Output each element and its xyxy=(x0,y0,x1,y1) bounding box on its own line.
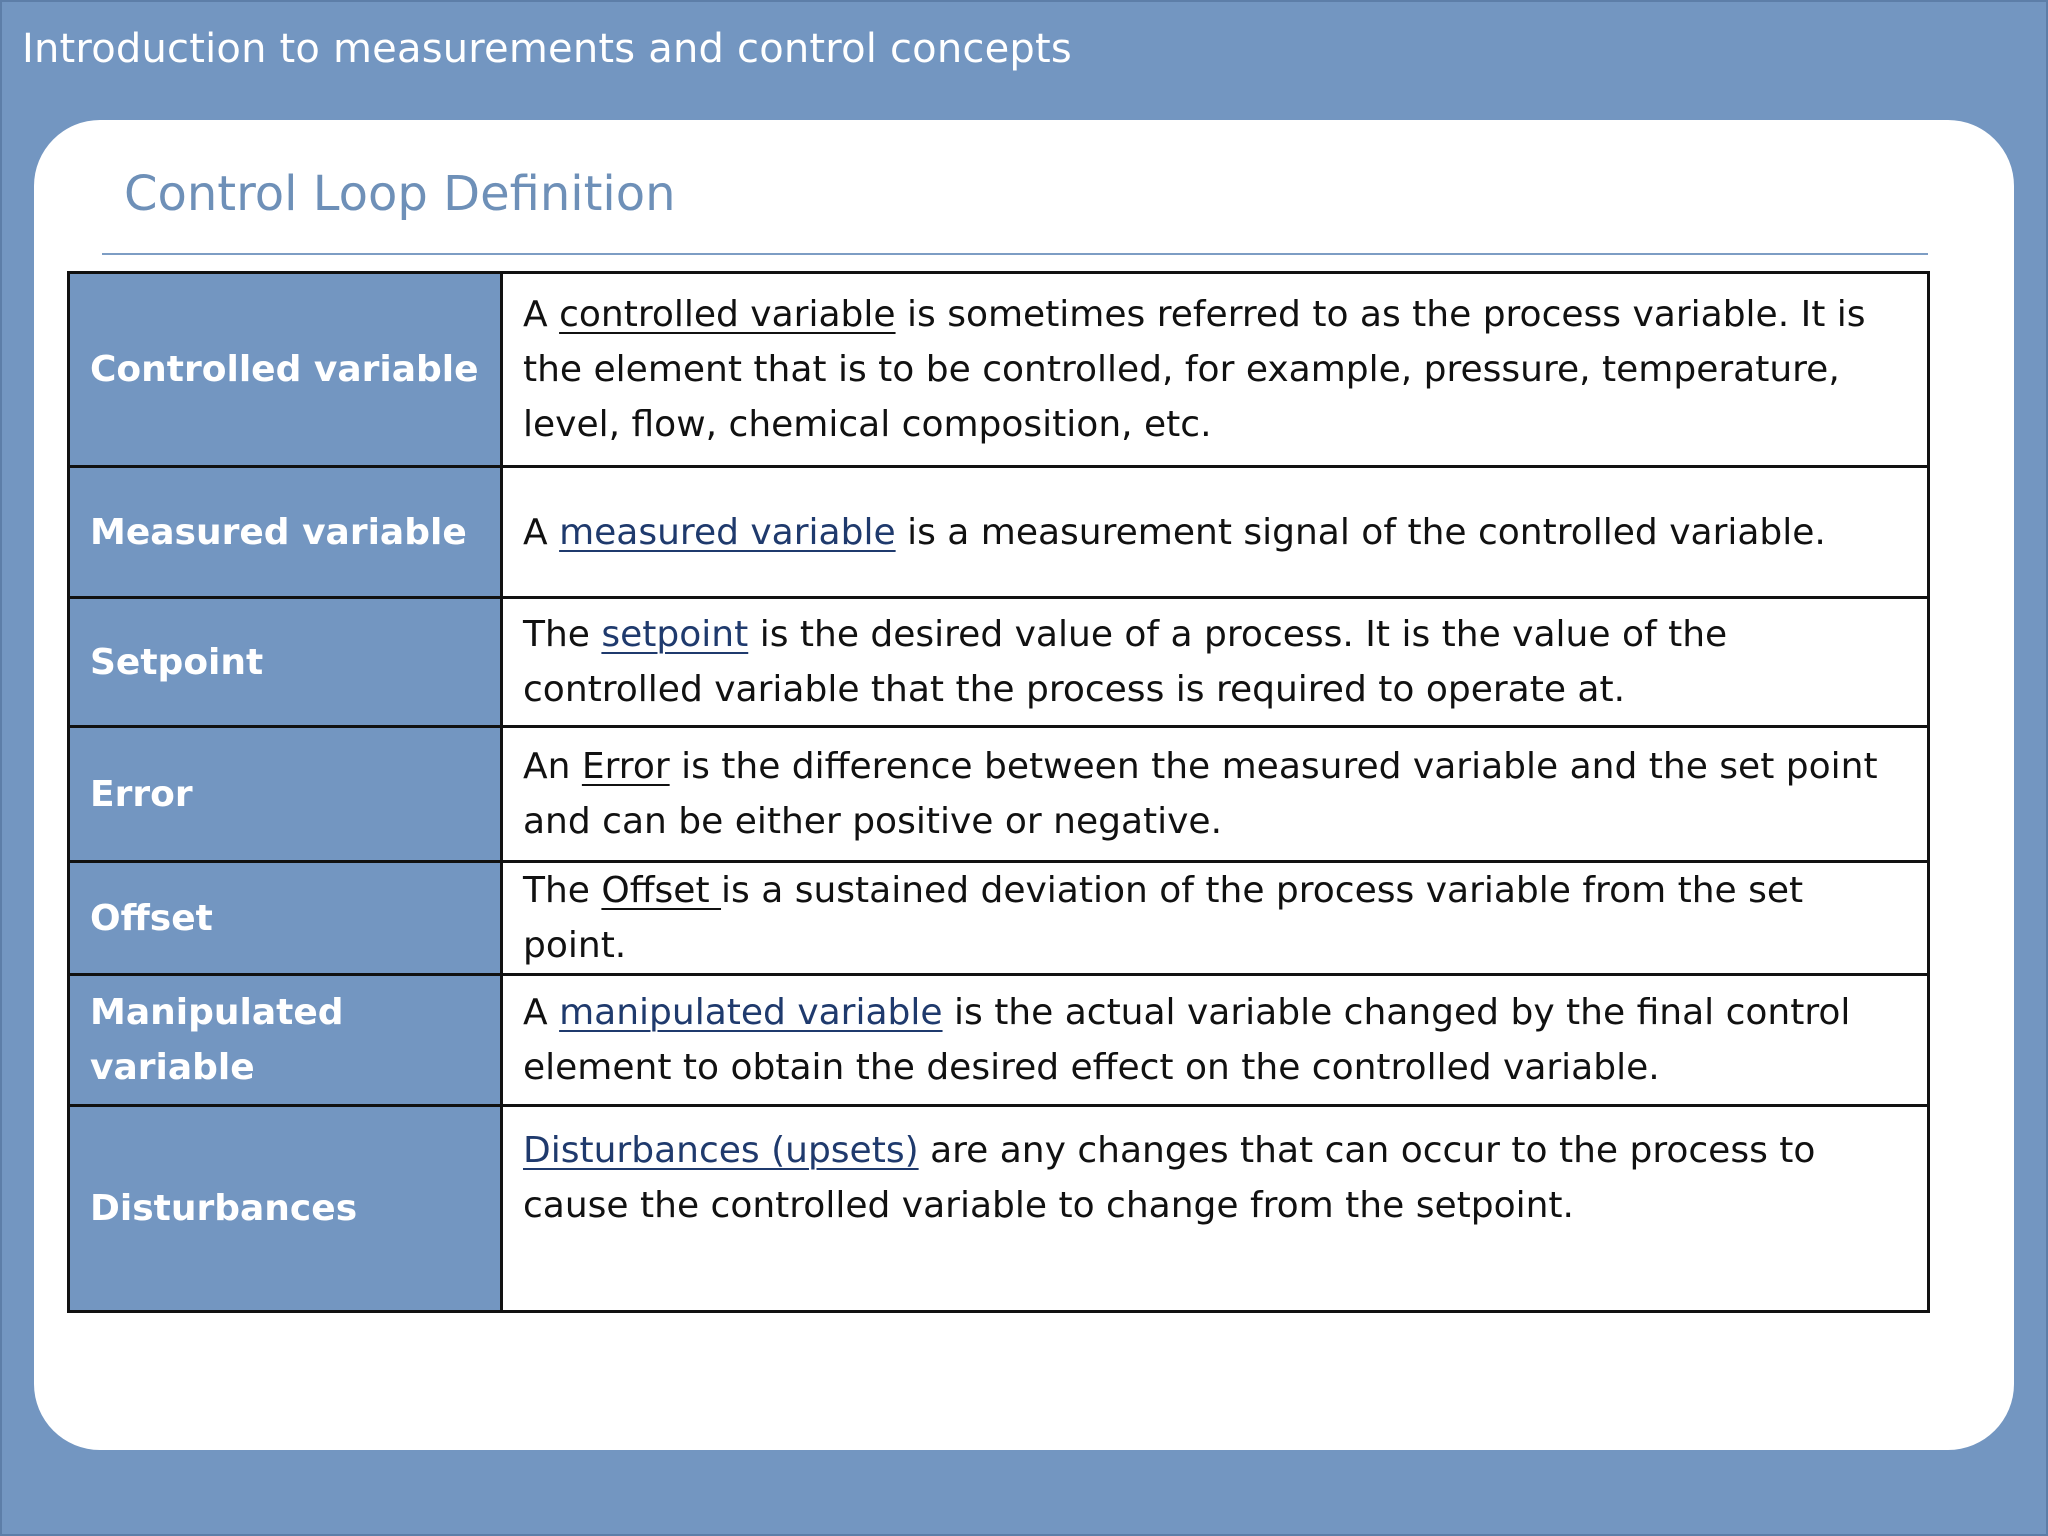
term-cell: Error xyxy=(69,727,502,862)
link-manipulated-variable[interactable]: manipulated variable xyxy=(559,992,943,1033)
definition-text: are any changes that can occur to the process to cause the controlled variable to change from the setpoint. xyxy=(523,1129,1816,1226)
definition-text: is the difference between the measured variable and the set point and can be either positive or negative. xyxy=(523,746,1878,842)
title-divider xyxy=(102,253,1928,255)
definition-cell xyxy=(502,1106,1929,1312)
definition-cell xyxy=(502,975,1929,1106)
definitions-table xyxy=(67,271,1930,1313)
definition-prefix: A xyxy=(523,992,560,1033)
term-cell: Setpoint xyxy=(69,598,502,727)
link-measured-variable[interactable]: measured variable xyxy=(559,511,896,553)
definition-text: is a measurement signal of the controlled variable. xyxy=(895,511,1826,553)
definition-text: is sometimes referred to as the process variable. It is the element that is to be controlled, for example, pressure, temperature, level, flow, chemical composition, etc. xyxy=(523,294,1866,445)
term-cell: Measured variable xyxy=(69,467,502,598)
table-row xyxy=(69,467,1929,598)
definition-cell xyxy=(502,727,1929,862)
table-row xyxy=(69,598,1929,727)
keyword-error: Error xyxy=(581,746,670,787)
definition-text: is the actual variable changed by the final control element to obtain the desired effect on the controlled variable. xyxy=(523,992,1851,1088)
definition-text: is the desired value of a process. It is the value of the controlled variable that the process is required to operate at. xyxy=(523,614,1728,710)
link-setpoint[interactable]: setpoint xyxy=(601,614,749,655)
term-cell: Manipulated variable xyxy=(69,975,502,1106)
definition-cell xyxy=(502,467,1929,598)
table-row xyxy=(69,975,1929,1106)
table-row xyxy=(69,862,1929,975)
table-row xyxy=(69,273,1929,467)
slide-title: Control Loop Definition xyxy=(124,166,676,222)
header-title: Introduction to measurements and control concepts xyxy=(22,26,1072,72)
definition-prefix: An xyxy=(523,746,582,787)
term-cell: Offset xyxy=(69,862,502,975)
link-disturbances[interactable]: Disturbances (upsets) xyxy=(523,1129,919,1171)
definition-prefix: A xyxy=(523,511,560,553)
definition-cell xyxy=(502,862,1929,975)
definition-prefix: A xyxy=(523,294,560,335)
definition-prefix: The xyxy=(523,614,602,655)
definition-prefix: The xyxy=(523,870,602,911)
term-cell: Controlled variable xyxy=(69,273,502,467)
table-row xyxy=(69,727,1929,862)
table-row xyxy=(69,1106,1929,1312)
definition-cell xyxy=(502,598,1929,727)
keyword-controlled-variable: controlled variable xyxy=(559,294,896,335)
definition-cell xyxy=(502,273,1929,467)
keyword-offset: Offset xyxy=(601,870,722,911)
definition-text: is a sustained deviation of the process variable from the set point. xyxy=(523,870,1804,966)
term-cell: Disturbances xyxy=(69,1106,502,1312)
